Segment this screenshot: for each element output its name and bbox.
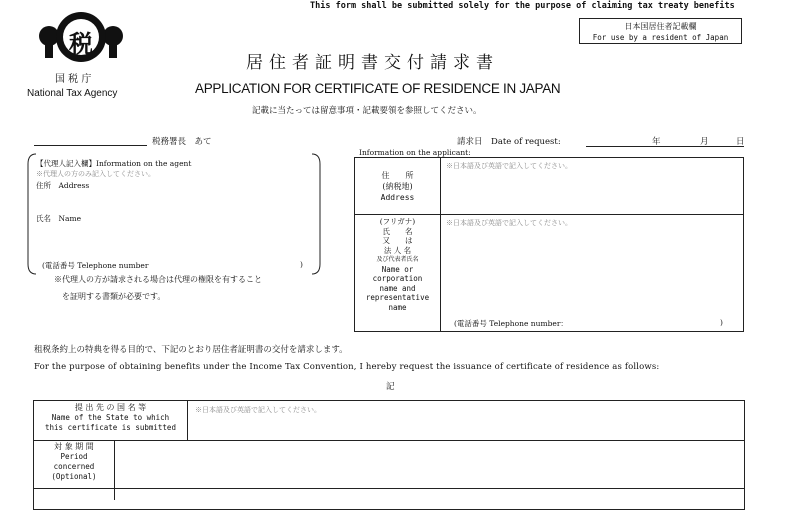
ki-mark: 記 xyxy=(386,382,395,392)
request-statement-jp: 租税条約上の特典を得る目的で、下記のとおり居住者証明書の交付を請求します。 xyxy=(34,345,348,355)
agent-header: 【代理人記入欄】Information on the agent xyxy=(36,159,192,168)
period-label-jp: 対 象 期 間 xyxy=(54,442,94,451)
request-statement-en: For the purpose of obtaining benefits under the Income Tax Convention, I hereby request the issuance of certificate of residence as follows: xyxy=(34,362,660,372)
name-label-en-3: representative xyxy=(365,293,430,302)
logo-char: 税 xyxy=(69,29,93,58)
address-label-en: Address xyxy=(380,193,415,202)
resident-use-box xyxy=(579,18,742,44)
request-date-day: 日 xyxy=(736,137,745,147)
state-label-en-2: this certificate is submitted xyxy=(45,423,176,432)
request-date-month: 月 xyxy=(700,137,709,147)
agent-footnote-2: を証明する書類が必要です。 xyxy=(62,292,166,301)
name-label-jp-0: 氏 名 xyxy=(382,226,413,236)
state-input[interactable] xyxy=(189,416,742,438)
address-label xyxy=(355,170,440,203)
agent-address-label[interactable]: 住所 Address xyxy=(36,181,90,190)
address-input[interactable] xyxy=(442,172,742,212)
name-label-en-1: corporation xyxy=(372,274,423,283)
period-label-en-0: Period xyxy=(60,452,88,461)
name-label-furigana: (フリガナ) xyxy=(379,217,416,226)
agency-name-jp: 国 税 庁 xyxy=(55,74,92,85)
agent-phone-close: ) xyxy=(300,260,303,269)
agency-name-en: National Tax Agency xyxy=(27,88,118,99)
name-input[interactable] xyxy=(442,230,742,314)
name-label-jp-2: 法 人 名 xyxy=(383,245,412,255)
title-en: APPLICATION FOR CERTIFICATE OF RESIDENCE IN JAPAN xyxy=(195,81,561,96)
request-date-label: 請求日 Date of request: xyxy=(457,137,561,147)
applicant-row-divider xyxy=(354,214,744,215)
resident-box-en: For use by a resident of Japan xyxy=(592,33,729,42)
state-label xyxy=(34,403,187,433)
name-label xyxy=(355,217,440,312)
title-jp: 居住者証明書交付請求書 xyxy=(246,53,499,73)
period-input[interactable] xyxy=(116,442,742,486)
bottom-table-divider-2 xyxy=(114,440,115,500)
applicant-phone-label[interactable]: (電話番号 Telephone number： xyxy=(454,319,568,328)
name-label-en-2: name and xyxy=(379,283,416,293)
request-date-line[interactable] xyxy=(586,146,744,147)
addressee: 税務署長 あて xyxy=(152,137,212,147)
title-note: 記載に当たっては留意事項・記載要領を参照してください。 xyxy=(252,106,482,116)
applicant-phone-close: ) xyxy=(720,318,723,327)
period-label-en-2: (Optional) xyxy=(51,472,97,481)
bottom-table-divider-1 xyxy=(187,400,188,440)
bottom-table-row-1 xyxy=(33,440,745,441)
nta-logo xyxy=(36,10,126,65)
name-note: ※日本語及び英語で記入してください。 xyxy=(446,219,572,227)
agent-phone-label[interactable]: (電話番号 Telephone number xyxy=(42,261,149,270)
period-label-en-1: concerned xyxy=(53,462,95,471)
tax-office-line xyxy=(34,145,147,146)
top-notice: This form shall be submitted solely for the purpose of claiming tax treaty benefits xyxy=(310,1,735,11)
name-label-jp-1: 又 は xyxy=(382,236,413,245)
name-label-en-0: Name or xyxy=(381,264,414,274)
applicant-header: Information on the applicant: xyxy=(359,148,471,157)
agent-name-label[interactable]: 氏名 Name xyxy=(36,214,82,223)
bottom-table-row-2 xyxy=(33,488,745,489)
address-label-jp1: 住 所 xyxy=(381,171,414,180)
state-label-en-1: Name of the State to which xyxy=(51,413,170,422)
name-label-en-4: name xyxy=(388,302,407,312)
state-note: ※日本語及び英語で記入してください。 xyxy=(195,406,321,414)
applicant-divider xyxy=(440,157,441,332)
request-date-year: 年 xyxy=(652,137,661,147)
period-label xyxy=(34,442,114,482)
resident-box-jp: 日本国居住者記載欄 xyxy=(624,22,697,31)
state-label-jp: 提 出 先 の 国 名 等 xyxy=(74,403,147,412)
agent-note: ※代理人の方のみ記入してください。 xyxy=(36,170,155,178)
name-label-jp-3: 及び代表者氏名 xyxy=(376,256,419,263)
address-note: ※日本語及び英語で記入してください。 xyxy=(446,162,572,170)
agent-footnote-1: ※代理人の方が請求される場合は代理の権限を有すること xyxy=(54,275,262,284)
address-label-jp2: (納税地) xyxy=(382,182,413,191)
